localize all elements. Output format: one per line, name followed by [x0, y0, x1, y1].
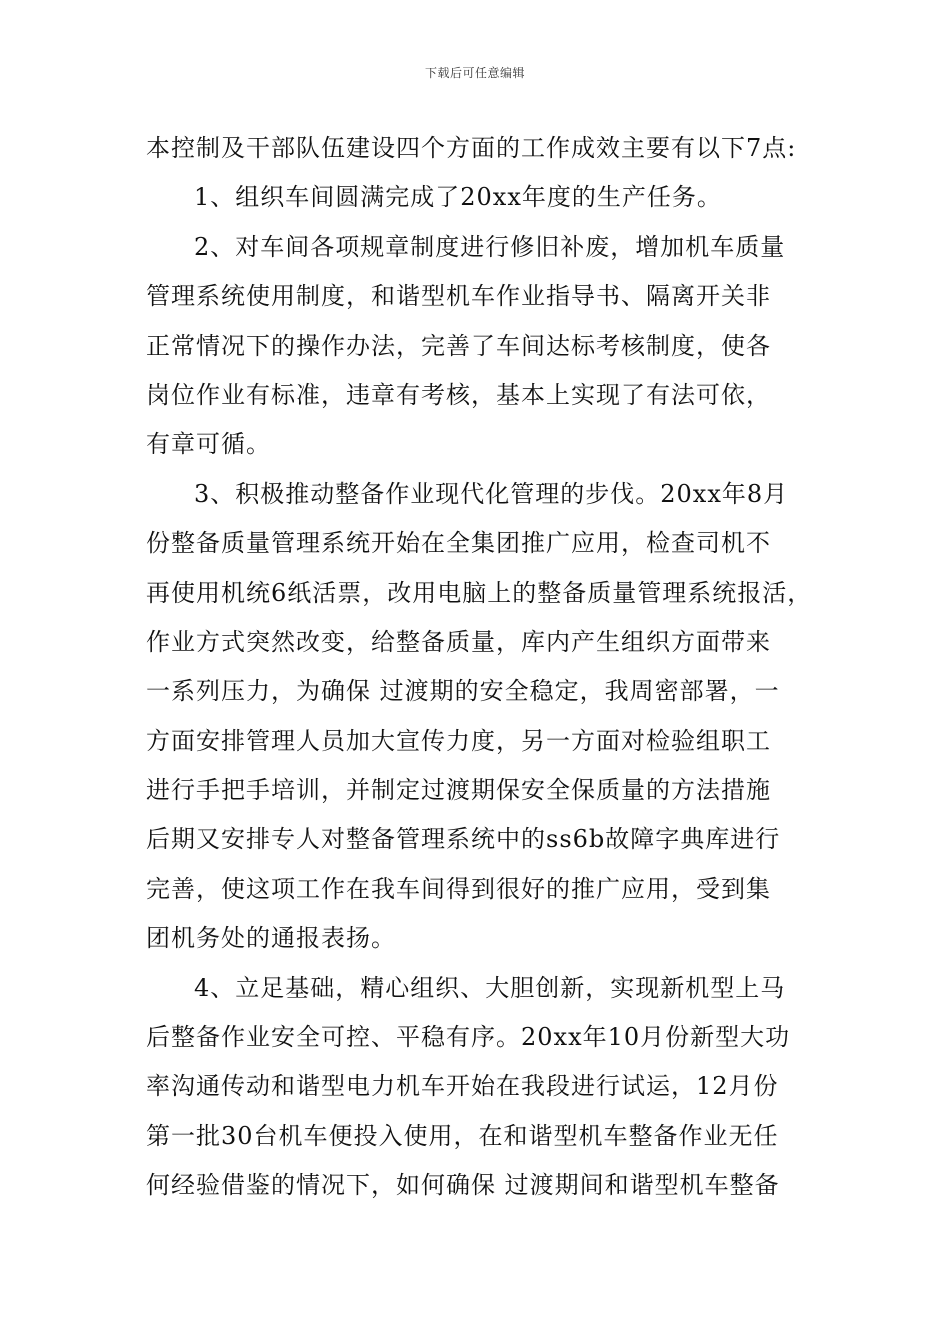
- text-line: 1、组织车间圆满完成了20xx年度的生产任务。: [194, 183, 722, 212]
- text-line: 第一批30台机车便投入使用，在和谐型机车整备作业无任: [146, 1121, 779, 1150]
- text-line: 再使用机统6纸活票，改用电脑上的整备质量管理系统报活，: [146, 578, 813, 607]
- text-line: 后整备作业安全可控、平稳有序。20xx年10月份新型大功: [146, 1023, 791, 1052]
- text-line: 本控制及干部队伍建设四个方面的工作成效主要有以下7点:: [146, 134, 797, 162]
- text-line: 正常情况下的操作办法，完善了车间达标考核制度，使各: [146, 331, 771, 360]
- document-body: [146, 124, 826, 1211]
- text-line: 4、立足基础，精心组织、大胆创新，实现新机型上马: [194, 973, 786, 1002]
- text-line: 管理系统使用制度，和谐型机车作业指导书、隔离开关非: [146, 282, 771, 311]
- text-line: 有章可循。: [146, 430, 271, 459]
- text-line: 进行手把手培训，并制定过渡期保安全保质量的方法措施: [146, 776, 771, 805]
- text-line: 3、积极推动整备作业现代化管理的步伐。20xx年8月: [194, 479, 789, 508]
- text-line: 份整备质量管理系统开始在全集团推广应用，检查司机不: [146, 529, 771, 558]
- header-note: 下载后可任意编辑: [424, 66, 525, 80]
- text-line: 作业方式突然改变，给整备质量，库内产生组织方面带来: [146, 627, 771, 656]
- text-line: 一系列压力，为确保 过渡期的安全稳定，我周密部署，一: [146, 677, 780, 706]
- text-line: 方面安排管理人员加大宣传力度，另一方面对检验组职工: [146, 726, 771, 755]
- text-line: 岗位作业有标准，违章有考核，基本上实现了有法可依，: [146, 380, 771, 409]
- text-line: 完善，使这项工作在我车间得到很好的推广应用，受到集: [146, 874, 771, 903]
- text-line: 2、对车间各项规章制度进行修旧补废，增加机车质量: [194, 232, 786, 261]
- text-line: 何经验借鉴的情况下，如何确保 过渡期间和谐型机车整备: [146, 1171, 780, 1200]
- text-line: 率沟通传动和谐型电力机车开始在我段进行试运，12月份: [146, 1072, 779, 1101]
- text-line: 团机务处的通报表扬。: [146, 924, 396, 953]
- text-line: 后期又安排专人对整备管理系统中的ss6b故障字典库进行: [146, 825, 781, 854]
